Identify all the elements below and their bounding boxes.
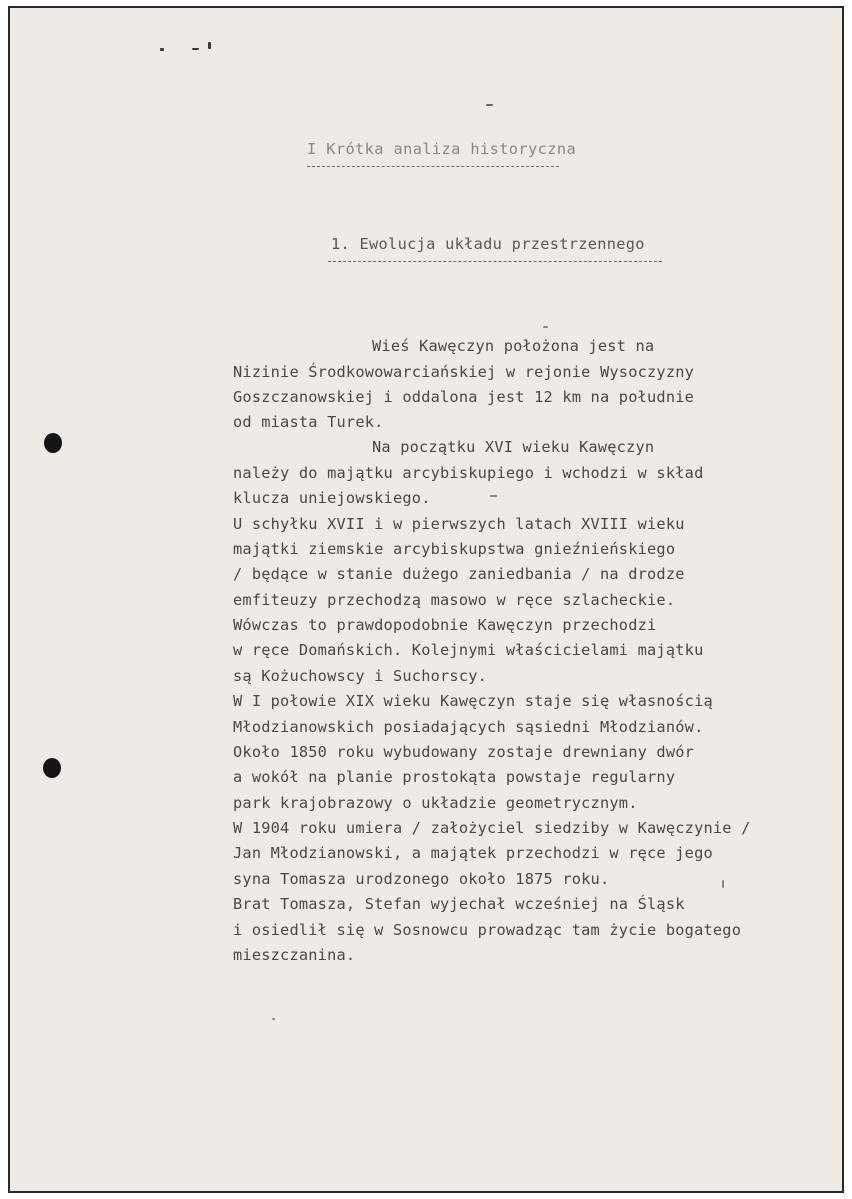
ink-speck — [160, 48, 164, 51]
title-underline — [307, 166, 559, 167]
punch-hole-bottom — [43, 758, 61, 778]
text-line: syna Tomasza urodzonego około 1875 roku. — [233, 870, 610, 888]
section-title-underline — [328, 261, 662, 262]
ink-speck — [272, 1018, 275, 1020]
text-line: W 1904 roku umiera / założyciel siedziby w Kawęczynie / — [233, 819, 751, 837]
text-line: W I połowie XIX wieku Kawęczyn staje się własnością — [233, 692, 713, 710]
text-line: Na początku XVI wieku Kawęczyn — [372, 438, 655, 456]
ink-speck — [490, 495, 497, 497]
text-line: Jan Młodzianowski, a majątek przechodzi w ręce jego — [233, 844, 713, 862]
text-line: Około 1850 roku wybudowany zostaje drewniany dwór — [233, 743, 695, 761]
text-line: Młodzianowskich posiadających sąsiedni Młodzianów. — [233, 718, 704, 736]
text-line: od miasta Turek. — [233, 413, 384, 431]
text-line: w ręce Domańskich. Kolejnymi właścicielami majątku — [233, 641, 704, 659]
text-line: majątki ziemskie arcybiskupstwa gnieźnieńskiego — [233, 540, 676, 558]
text-line: Brat Tomasza, Stefan wyjechał wcześniej na Śląsk — [233, 895, 685, 913]
document-title: I Krótka analiza historyczna — [307, 140, 577, 158]
ink-speck — [208, 42, 211, 49]
text-line: Wówczas to prawdopodobnie Kawęczyn przechodzi — [233, 616, 657, 634]
text-line: są Kożuchowscy i Suchorscy. — [233, 667, 488, 685]
punch-hole-top — [44, 433, 62, 453]
text-line: U schyłku XVII i w pierwszych latach XVIII wieku — [233, 515, 685, 533]
text-line: należy do majątku arcybiskupiego i wchodzi w skład — [233, 464, 704, 482]
ink-speck — [486, 104, 493, 106]
text-line: / będące w stanie dużego zaniedbania / na drodze — [233, 565, 685, 583]
text-line: klucza uniejowskiego. — [233, 489, 431, 507]
section-title: 1. Ewolucja układu przestrzennego — [331, 235, 645, 253]
ink-speck — [543, 326, 548, 328]
text-line: emfiteuzy przechodzą masowo w ręce szlacheckie. — [233, 591, 676, 609]
text-line: a wokół na planie prostokąta powstaje regularny — [233, 768, 676, 786]
text-line: Nizinie Środkowowarciańskiej w rejonie Wysoczyzny — [233, 363, 695, 381]
document-page — [8, 6, 844, 1193]
text-line: mieszczanina. — [233, 946, 356, 964]
text-line: park krajobrazowy o układzie geometrycznym. — [233, 794, 638, 812]
text-line: Wieś Kawęczyn położona jest na — [372, 337, 655, 355]
text-line: Goszczanowskiej i oddalona jest 12 km na południe — [233, 388, 695, 406]
text-line: i osiedlił się w Sosnowcu prowadząc tam życie bogatego — [233, 921, 742, 939]
ink-speck — [192, 48, 199, 50]
ink-speck — [722, 880, 724, 888]
